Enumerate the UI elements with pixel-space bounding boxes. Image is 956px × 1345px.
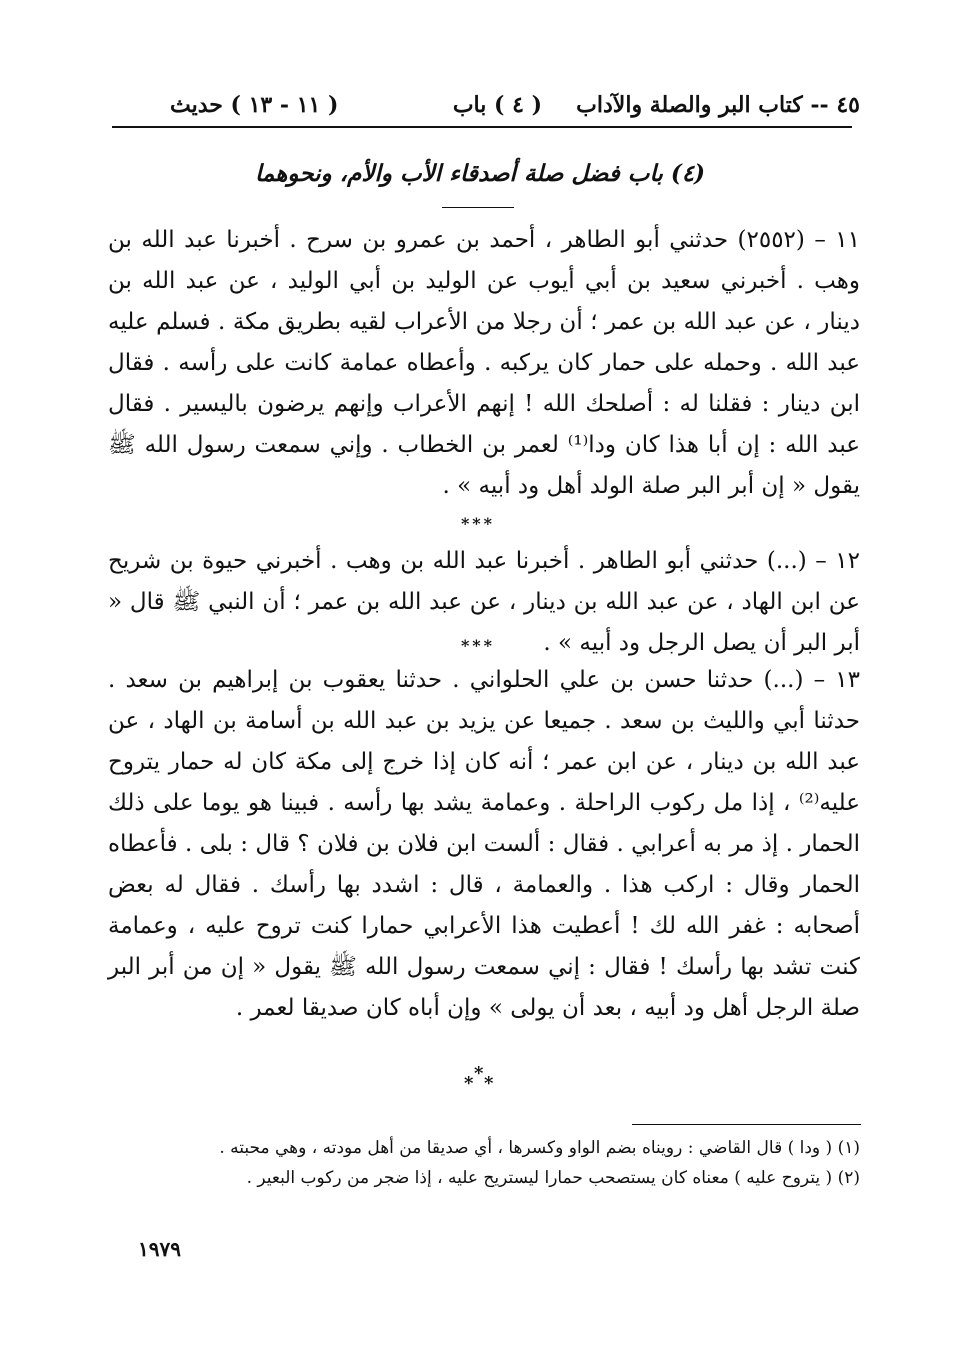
footnote-2: (٢) ( يتروح عليه ) معناه كان يستصحب حمارا ليستريح عليه ، إذا ضجر من ركوب البعير . xyxy=(246,1168,860,1188)
header-book-title: ٤٥ -- كتاب البر والصلة والآداب xyxy=(576,92,860,118)
footnotes xyxy=(200,1133,860,1193)
hadith-12: ١٢ – (...) حدثني أبو الطاهر . أخبرنا عبد الله بن وهب . أخبرني حيوة بن شريح عن ابن الهاد ، عن عبد الله بن دينار ، عن عبد الله بن عمر ؛ أن النبي ﷺ قال « أبر البر أن يصل الرجل ود أبيه » . xyxy=(108,548,860,656)
title-underline xyxy=(442,207,514,208)
section-separator: *** xyxy=(460,514,496,533)
header-hadith-range: ( ١١ - ١٣ ) حديث xyxy=(170,92,339,118)
chapter-title: (٤) باب فضل صلة أصدقاء الأب والأم، ونحوهما xyxy=(255,160,705,187)
header-chapter: ( ٤ ) باب xyxy=(452,92,542,118)
closing-asterism: * * * xyxy=(464,1063,494,1094)
hadith-11: ١١ – (٢٥٥٢) حدثني أبو الطاهر ، أحمد بن عمرو بن سرح . أخبرنا عبد الله بن وهب . أخبرني سعيد بن أبي أيوب عن الوليد بن أبي الوليد ، عن عبد الله بن دينار ، عن عبد الله بن عمر ؛ أن رجلا من الأعراب لقيه بطريق مكة . فسلم عليه عبد الله . وحمله على حمار كان يركبه . وأعطاه عمامة كانت على رأسه . فقال ابن دينار : فقلنا له : أصلحك الله ! إنهم الأعراب وإنهم يرضون باليسير . فقال عبد الله : إن أبا هذا كان ودا⁽¹⁾ لعمر بن الخطاب . وإني سمعت رسول الله ﷺ يقول « إن أبر البر صلة الولد أهل ود أبيه » . xyxy=(108,227,861,499)
page-number: ١٩٧٩ xyxy=(138,1237,181,1261)
hadith-13: ١٣ – (...) حدثنا حسن بن علي الحلواني . حدثنا يعقوب بن إبراهيم بن سعد . حدثنا أبي والليث بن سعد . جميعا عن يزيد بن عبد الله بن أسامة بن الهاد ، عن عبد الله بن دينار ، عن ابن عمر ؛ أنه كان إذا خرج إلى مكة كان له حمار يتروح عليه⁽²⁾ ، إذا مل ركوب الراحلة . وعمامة يشد بها رأسه . فبينا هو يوما على ذلك الحمار . إذ مر به أعرابي . فقال : ألست ابن فلان بن فلان ؟ قال : بلى . فأعطاه الحمار وقال : اركب هذا . والعمامة ، قال : اشدد بها رأسك . فقال له بعض أصحابه : غفر الله لك ! أعطيت هذا الأعرابي حمارا كنت تروح عليه ، وعمامة كنت تشد بها رأسك ! فقال : إني سمعت رسول الله ﷺ يقول « إن من أبر البر صلة الرجل أهل ود أبيه ، بعد أن يولى » وإن أباه كان صديقا لعمر . xyxy=(108,667,860,1021)
section-separator: *** xyxy=(460,636,496,655)
footnote-1: (١) ( ودا ) قال القاضي : رويناه بضم الواو وكسرها ، أي صديقا من أهل مودته ، وهي محبته . xyxy=(219,1138,860,1158)
header-rule xyxy=(112,126,852,128)
footnote-rule xyxy=(632,1124,861,1125)
